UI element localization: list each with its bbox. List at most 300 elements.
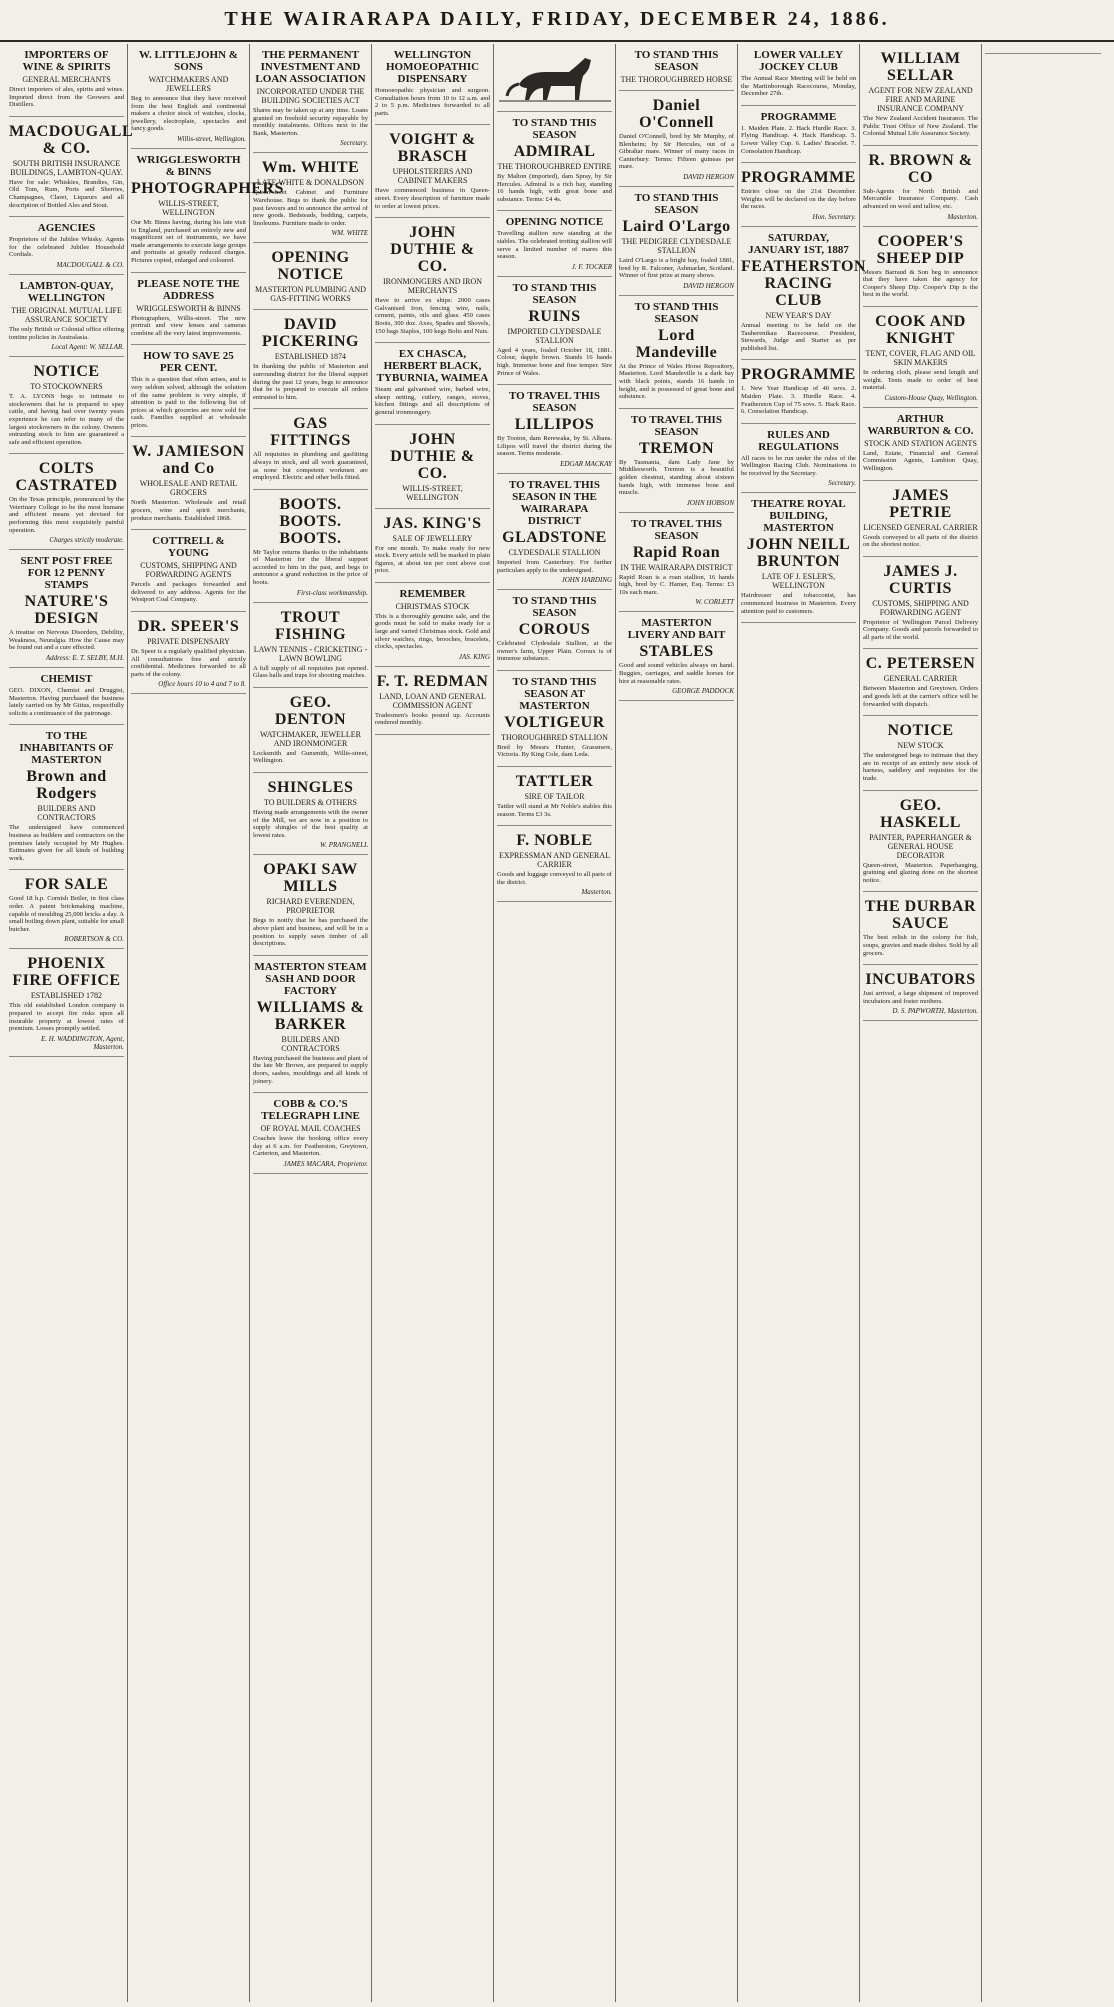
advertisement [253, 409, 368, 489]
ad-subtitle: LICENSED GENERAL CARRIER [863, 522, 978, 532]
ad-title: INCUBATORS [865, 971, 976, 989]
advertisement [863, 44, 978, 146]
advertisement [9, 117, 134, 217]
advertisement [863, 965, 978, 1021]
ad-subtitle: NEW STOCK [897, 741, 944, 751]
ad-body: A treatise on Nervous Disorders, Debility, Weakness, Neuralgia. How the Cause may be found out and a cure effected. [9, 629, 124, 652]
ad-title: COROUS [518, 621, 591, 639]
ad-subtitle: GENERAL CARRIER [883, 674, 958, 684]
ad-body: Have for sale: Whiskies, Brandies, Gin, Old Tom, Rum, Ports and Sherries, Champagnes, Claret, Liqueurs and all description of Bottled Ales and Stout. [9, 178, 124, 209]
advertisement [9, 217, 124, 275]
ad-title: GEO. HASKELL [880, 796, 961, 831]
advertisement [375, 218, 490, 343]
advertisement [253, 490, 368, 603]
ad-signature: JOHN HOBSON [686, 498, 734, 507]
ad-title: ADMIRAL [513, 143, 596, 160]
ad-subtitle: PRIVATE DISPENSARY [147, 637, 230, 647]
ad-subtitle: LATE OF J. ESLER'S, WELLINGTON [761, 572, 836, 591]
ad-signature: First-class workmanship. [296, 588, 368, 597]
advertisement [741, 424, 856, 494]
ad-body: Steam and galvanised wire, barbed wire, sheep netting, cutlery, ranges, stoves, kitchen fittings and all descriptions of general ironmongery. [375, 386, 490, 416]
ad-subtitle: CUSTOMS, SHIPPING AND FORWARDING AGENTS [140, 561, 237, 580]
ad-title: JOHN NEILL BRUNTON [746, 536, 851, 571]
ad-subtitle: LATE WHITE & DONALDSON [256, 178, 365, 188]
ad-body: Aged 4 years, foaled October 18, 1881. Colour, dapple brown. Stands 16 hands high. Immense bone and fine temper. Sire Prince of Wales. [497, 346, 612, 377]
ad-subtitle: ESTABLISHED 1782 [30, 991, 103, 1001]
ad-heading: SATURDAY, JANUARY 1ST, 1887 [748, 231, 849, 256]
advertisement [375, 343, 490, 424]
advertisement [497, 44, 612, 112]
advertisement [131, 149, 284, 273]
ad-subtitle: BUILDERS AND CONTRACTORS [37, 804, 96, 823]
ad-heading: TO STAND THIS SEASON AT MASTERTON [512, 675, 597, 712]
ad-body: This is a thoroughly genuine sale, and the goods must be sold to make ready for a large and varied Christmas stock. Gold and silver watches, rings, brooches, bracelets, clocks, spectacles. [375, 612, 490, 651]
ad-body: This is a question that often arises, and is very seldom solved, although the solution of the same problem is very simple, if attention is paid to the following list of prices at which groceries are now sold for cash. Families supplied at wholesale prices. [131, 376, 246, 429]
column-8 [860, 44, 982, 2002]
advertisement [619, 44, 734, 91]
advertisement [9, 44, 124, 117]
ad-title: GLADSTONE [502, 528, 607, 546]
ad-subtitle: THE PEDIGREE CLYDESDALE STALLION [621, 236, 732, 255]
ad-heading: TO STAND THIS SEASON [634, 49, 719, 73]
ad-subtitle: WRIGGLESWORTH & BINNS [136, 303, 241, 313]
advertisement [863, 557, 978, 650]
ad-subtitle: NEW YEAR'S DAY [765, 310, 832, 320]
ad-heading: WELLINGTON HOMOEOPATHIC DISPENSARY [385, 49, 480, 85]
ad-body: Shares may be taken up at any time. Loans granted on freehold security repayable by monthly instalments. Offices next to the Bank, Masterton. [253, 107, 368, 137]
ad-title: NOTICE [887, 722, 954, 740]
advertisement [253, 773, 368, 855]
ad-body: This old established London company is prepared to accept fire risks upon all insurable property at lowest rates of premium. Losses promptly settled. [9, 1002, 124, 1033]
ad-signature: Charges strictly moderate. [49, 536, 124, 545]
ad-signature: Masterton. [581, 888, 612, 897]
ad-body: Our Mr. Binns having, during his late visit to England, purchased an entirely new and magnificent set of instruments, we have made arrangements to execute large groups and portraits at greatly reduced charges. Pictures copied, enlarged and coloured. [131, 218, 246, 264]
advertisement [9, 357, 124, 454]
advertisement [375, 667, 490, 735]
ad-heading: TO TRAVEL THIS SEASON [631, 517, 722, 542]
ad-title: FOR SALE [24, 876, 109, 894]
ad-body: North Masterton. Wholesale and retail grocers, wine and spirit merchants, produce merchants. Established 1868. [131, 499, 246, 522]
advertisement [131, 345, 246, 437]
ad-body: A full supply of all requisites just opened. Glass balls and traps for shooting matches. [253, 664, 368, 680]
advertisement [497, 767, 612, 826]
ad-body: Tattler will stand at Mr Noble's stables this season. Terms £3 3s. [497, 803, 612, 818]
ad-body: Annual meeting to be held on the Tauherenikau Racecourse. President, Stewards, Judge and Starter as per published list. [741, 321, 856, 352]
ad-body: T. A. LYONS begs to intimate to stockowners that he is prepared to spay cattle, and having had over twenty years experience he can refer to many of the largest stockowners in the colony. Owners entrusting stock to him are guaranteed a safe and efficient operation. [9, 393, 124, 446]
ad-title: WILLIAMS & BARKER [256, 998, 365, 1033]
advertisement [131, 530, 246, 612]
ad-body: 1. New Year Handicap of 40 sovs. 2. Maiden Plate. 3. Hurdle Race. 4. Featherston Cup of 75 sovs. 5. Hack Race. 6. Consolation Handicap. [741, 385, 856, 416]
ad-body: Proprietors of the Jubilee Whisky. Agents for the celebrated Jubilee Household Cordials. [9, 236, 124, 259]
ad-heading: THEATRE ROYAL BUILDING, MASTERTON [751, 498, 846, 535]
ad-subtitle: ESTABLISHED 1874 [274, 352, 347, 362]
ad-title: NATURE'S DESIGN [24, 593, 109, 628]
advertisement [863, 716, 978, 790]
ad-subtitle: LAND, LOAN AND GENERAL COMMISSION AGENT [379, 691, 486, 710]
ad-title: JAS. KING'S [383, 514, 482, 532]
advertisement [619, 296, 734, 409]
ad-subtitle: THE THOROUGHBRED ENTIRE [497, 162, 612, 171]
ad-heading: HOW TO SAVE 25 PER CENT. [143, 350, 234, 375]
advertisement [741, 106, 856, 163]
ad-subtitle: MASTERTON PLUMBING AND GAS-FITTING WORKS [255, 285, 366, 304]
ad-signature: W. PRANGNELL [320, 841, 368, 850]
ad-subtitle: AGENT FOR NEW ZEALAND FIRE AND MARINE INSURANCE COMPANY [868, 86, 973, 113]
ad-heading: CHEMIST [40, 673, 93, 686]
ad-title: DAVID PICKERING [262, 316, 359, 351]
ad-body: Have commenced business in Queen-street. Every description of furniture made to order at lowest prices. [375, 187, 490, 210]
ad-title: OPENING NOTICE [271, 249, 350, 284]
ad-subtitle: PAINTER, PAPERHANGER & GENERAL HOUSE DECORATOR [869, 832, 972, 860]
advertisement [253, 310, 368, 409]
advertisement [131, 44, 246, 149]
ad-body: Celebrated Clydesdale Stallion, at the owner's farm, Upper Plain. Coroux is of immense substance. [497, 640, 612, 663]
ad-heading: W. LITTLEJOHN & SONS [139, 49, 238, 73]
ad-subtitle: IRONMONGERS AND IRON MERCHANTS [382, 277, 483, 296]
ad-heading: TO STAND THIS SEASON [634, 300, 719, 325]
ad-heading: SENT POST FREE FOR 12 PENNY STAMPS [20, 555, 113, 592]
advertisement [497, 385, 612, 474]
ad-body: Good and sound vehicles always on hand. Buggies, carriages, and saddle horses for hire at reasonable rates. [619, 662, 734, 685]
ad-body: Laird O'Largo is a bright bay, foaled 1881, bred by R. Falconer, Ashmarlan, Scotland. Winner of first prize at many shows. [619, 256, 734, 280]
advertisement [375, 44, 490, 125]
advertisement [619, 612, 734, 701]
ad-heading: OPENING NOTICE [505, 216, 604, 229]
ad-heading: MASTERTON STEAM SASH AND DOOR FACTORY [254, 960, 367, 997]
ad-signature: MACDOUGALL & CO. [56, 260, 124, 269]
ad-title: DR. SPEER'S [137, 618, 240, 636]
advertisement [9, 949, 124, 1056]
ad-body: Imported from Canterbury. For further particulars apply to the undersigned. [497, 558, 612, 574]
ad-body: By Tasmania, dam Lady Jane by Middlesworth. Tremon is a beautiful golden chestnut, standing about sixteen hands high, with immense bone and muscle. [619, 458, 734, 497]
ad-signature: Hon. Secretary. [812, 212, 856, 221]
column-1 [6, 44, 134, 2002]
ad-title: BOOTS. BOOTS. BOOTS. [279, 495, 342, 547]
advertisement [497, 590, 612, 671]
advertisement [9, 668, 124, 725]
ad-body: Between Masterton and Greytown. Orders and goods left at the carrier's office will be forwarded with dispatch. [863, 685, 978, 708]
ad-signature: WM. WHITE [331, 229, 368, 238]
ad-heading: RULES AND REGULATIONS [758, 428, 839, 453]
ad-signature: JAS. KING [458, 652, 490, 661]
ad-subtitle: WILLIS-STREET, WELLINGTON [158, 198, 219, 217]
ad-signature: D. S. PAPWORTH, Masterton. [892, 1007, 978, 1016]
ad-title: GEO. DENTON [274, 693, 347, 728]
ad-title: Lord Mandeville [635, 326, 718, 361]
ad-heading: TO THE INHABITANTS OF MASTERTON [19, 730, 114, 767]
ad-signature: EDGAR MACKAY [560, 459, 612, 468]
advertisement [863, 307, 978, 408]
advertisement [253, 153, 368, 243]
ad-title: VOLTIGEUR [504, 713, 605, 731]
ad-body: Land, Estate, Financial and General Commission Agents, Lambton Quay, Wellington. [863, 449, 978, 472]
ad-body: Coaches leave the booking office every day at 6 a.m. for Featherston, Greytown, Carterton, and Masterton. [253, 1135, 368, 1158]
ad-heading: AGENCIES [37, 222, 96, 235]
ad-subtitle: BUILDERS AND CONTRACTORS [281, 1034, 340, 1053]
ad-body: 1. Maiden Plate. 2. Hack Hurdle Race. 3. Flying Handicap. 4. Hack Handicap. 5. Lower Valley Cup. 6. Ladies' Bracelet. 7. Consolation Handicap. [741, 124, 856, 155]
ad-subtitle: THOROUGHBRED STALLION [501, 732, 608, 742]
ad-signature: GEORGE PADDOCK [672, 687, 734, 696]
ad-heading: WRIGGLESWORTH & BINNS [136, 153, 241, 178]
ad-body: On the Texas principle, pronounced by the Veterinary College to be the most humane and efficient means yet devised for performing this most exquisitely painful operation. [9, 496, 124, 534]
ad-body: Have to arrive ex ships: 2000 cases Galvanised Iron, fencing wire, nails, cement, paints, oils and glass. 450 cases Boots, 300 doz. Axes, Spades and Shovels, 150 bags Staples, 100 kegs Bolts and Nuts. [375, 297, 490, 335]
ad-title: PROGRAMME [741, 366, 856, 384]
advertisement [9, 275, 124, 357]
ad-body: The undersigned begs to intimate that they are in receipt of an entirely new stock of harness, saddlery and requisites for the trade. [863, 752, 978, 783]
ad-heading: COTTRELL & YOUNG [152, 535, 225, 560]
ad-subtitle: WATCHMAKER, JEWELLER AND IRONMONGER [260, 729, 361, 748]
ad-subtitle: WATCHMAKERS AND JEWELLERS [148, 75, 229, 93]
ad-title: WILLIAM SELLAR [880, 50, 961, 84]
ad-heading: TO STAND THIS SEASON [512, 281, 597, 306]
ad-subtitle: IN THE WAIRARAPA DISTRICT [620, 562, 733, 572]
ad-body: Bred by Messrs Hunter, Grassmere, Victoria. By King Cole, dam Leda. [497, 743, 612, 759]
column-9 [982, 44, 1104, 2002]
advertisement [131, 437, 246, 530]
advertisement [863, 227, 978, 307]
ad-title: FEATHERSTON RACING CLUB [741, 257, 866, 309]
ad-subtitle: RICHARD EVERENDEN, PROPRIETOR [266, 897, 355, 916]
horse-illustration [499, 50, 611, 104]
advertisement [375, 509, 490, 583]
advertisement [619, 91, 734, 187]
ad-title: STABLES [639, 643, 714, 661]
ad-heading: EX CHASCA, HERBERT BLACK, TYBURNIA, WAIMEA [376, 348, 489, 385]
advertisement [863, 481, 978, 557]
advertisement [863, 146, 978, 227]
ad-title: RUINS [528, 307, 581, 325]
ad-body: Proprietor of Wellington Parcel Delivery Company. Goods and parcels forwarded to all parts of the world. [863, 618, 978, 641]
advertisement [253, 855, 368, 955]
ad-subtitle: CHRISTMAS STOCK [395, 601, 470, 611]
advertisement [619, 187, 734, 296]
ad-heading: LAMBTON-QUAY, WELLINGTON [19, 279, 114, 304]
ad-subtitle: THE ORIGINAL MUTUAL LIFE ASSURANCE SOCIETY [11, 305, 122, 324]
ad-body: Rapid Roan is a roan stallion, 16 hands high, bred by C. Hamer, Esq. Terms: £3 10s each mare. [619, 573, 734, 596]
advertisement [741, 163, 856, 227]
advertisement [9, 725, 124, 870]
ad-signature: Masterton. [947, 212, 978, 221]
ad-title: JOHN DUTHIE & CO. [390, 224, 475, 276]
ad-subtitle: STOCK AND STATION AGENTS [864, 438, 977, 448]
ad-title: MACDOUGALL & CO. [9, 122, 134, 157]
ad-body: Dr. Speer is a regularly qualified physician. All consultations free and strictly confidential. Medicines forwarded to all parts of the colony. [131, 648, 246, 678]
ad-title: VOIGHT & BRASCH [389, 131, 476, 166]
ad-title: GAS FITTINGS [270, 415, 351, 450]
ad-subtitle: SIRE OF TAILOR [524, 792, 585, 802]
ad-title: W. JAMIESON and Co [132, 443, 245, 478]
advertisement [131, 612, 246, 694]
advertisement [497, 211, 612, 276]
ad-body: Entries close on the 21st December. Weights will be declared on the day before the races. [741, 188, 856, 211]
advertisement [375, 583, 490, 667]
ad-signature: Secretary. [828, 479, 856, 488]
ad-subtitle: OF ROYAL MAIL COACHES [260, 1124, 361, 1134]
ad-title: F. NOBLE [516, 832, 593, 850]
ad-title: PROGRAMME [741, 169, 856, 187]
ad-subtitle: LAWN TENNIS - CRICKETING - LAWN BOWLING [253, 644, 368, 663]
advertisement [497, 277, 612, 385]
ad-signature: Custom-House Quay, Wellington. [884, 393, 978, 402]
ad-subtitle: GENERAL MERCHANTS [22, 75, 111, 84]
ad-subtitle: UPHOLSTERERS AND CABINET MAKERS [392, 167, 473, 186]
ad-body: In thanking the public of Masterton and surrounding district for the liberal support during the past 12 years, begs to announce that he is prepared to execute all orders entrusted to him. [253, 363, 368, 401]
advertisement [131, 273, 246, 346]
advertisement [375, 125, 490, 218]
ad-heading: IMPORTERS OF WINE & SPIRITS [22, 49, 111, 73]
ad-heading: REMEMBER [399, 587, 466, 600]
ad-body: Beg to announce that they have received from the best English and continental makers a choice stock of watches, clocks, jewellery, electroplate, spectacles and fancy goods. [131, 95, 246, 133]
ad-body: Begs to notify that he has purchased the above plant and business, and will be in a position to supply sawn timber of all descriptions. [253, 917, 368, 948]
ad-body: The best relish in the colony for fish, soups, gravies and made dishes. Sold by all grocers. [863, 934, 978, 957]
ad-heading: TO STAND THIS SEASON [512, 595, 597, 620]
ad-signature: DAVID HERGON [683, 172, 734, 181]
advertisement [497, 826, 612, 902]
column-7 [738, 44, 866, 2002]
advertisement [497, 671, 612, 767]
ad-body: Having made arrangements with the owner of the Mill, we are now in a position to supply shingles of the best quality at lowest rates. [253, 809, 368, 839]
ad-title: OPAKI SAW MILLS [263, 861, 358, 896]
ad-subtitle: TO STOCKOWNERS [30, 382, 103, 392]
ad-title: THE DURBAR SAUCE [864, 898, 977, 933]
advertisement [497, 474, 612, 590]
ad-subtitle: TO BUILDERS & OTHERS [264, 798, 357, 808]
advertisement [741, 493, 856, 623]
ad-subtitle: TENT, COVER, FLAG AND OIL SKIN MAKERS [865, 348, 976, 367]
ad-title: JAMES PETRIE [889, 486, 952, 521]
ad-title: TROUT FISHING [274, 608, 347, 643]
ad-signature: W. CORLETT [695, 598, 734, 607]
column-6 [616, 44, 738, 2002]
ad-body: Travelling stallion now standing at the stables. The celebrated trotting stallion will serve a limited number of mares this season. [497, 230, 612, 261]
ad-body: Photographers, Willis-street. The new portrait and view lenses and cameras combine all the very latest improvements. [131, 314, 246, 337]
ad-body: Goods conveyed to all parts of the district on the shortest notice. [863, 533, 978, 549]
ad-title: Rapid Roan [632, 543, 721, 561]
advertisement [9, 454, 124, 550]
ad-signature: Secretary. [340, 139, 368, 148]
ad-signature: Willis-street, Wellington. [177, 134, 246, 143]
ad-title: F. T. REDMAN [376, 672, 489, 690]
ad-body: Messrs Barraud & Son beg to announce that they have taken the agency for Cooper's Sheep Dip. Cooper's Dip is the best in the world. [863, 268, 978, 299]
ad-title: LILLIPOS [514, 416, 595, 434]
ad-body: Homoeopathic physician and surgeon. Consultation hours from 10 to 12 a.m. and 2 to 5 p.m. Medicines forwarded to all parts. [375, 87, 490, 117]
ad-title: R. BROWN & CO [868, 151, 973, 186]
ad-signature: Local Agent: W. SELLAR. [51, 343, 124, 352]
ad-title: PHOTOGRAPHERS [131, 179, 284, 197]
ad-body: Direct importers of ales, spirits and wines. Imported direct from the Growers and Distillers. [9, 86, 124, 109]
ad-signature: ROBERTSON & CO. [64, 935, 124, 944]
ad-heading: LOWER VALLEY JOCKEY CLUB [753, 49, 844, 73]
ad-body: For one month. To make ready for new stock. Every article will be marked in plain figures, at about ten per cent above cost price. [375, 544, 490, 575]
advertisement [619, 513, 734, 613]
ad-heading: TO STAND THIS SEASON [634, 191, 719, 216]
ad-body: Mr Taylor returns thanks to the inhabitants of Masterton for the liberal support accorded to him in the past, and begs to announce a grand reduction in the price of boots. [253, 548, 368, 587]
ad-signature: E. H. WADDINGTON, Agent, Masterton. [40, 1034, 124, 1051]
ad-heading: PROGRAMME [760, 110, 837, 123]
columns-container [6, 44, 1108, 2002]
advertisement [375, 425, 490, 509]
column-3 [250, 44, 372, 2002]
ad-subtitle: CLYDESDALE STALLION [508, 547, 601, 557]
ad-body: In ordering cloth, please send length and weight. Tents made to order of best material. [863, 368, 978, 392]
ad-heading: MASTERTON LIVERY AND BAIT [627, 617, 726, 642]
ad-body: Hairdresser and tobacconist, has commenced business in Masterton. Every attention paid to customers. [741, 592, 856, 615]
advertisement [863, 791, 978, 893]
ad-body: All requisites in plumbing and gasfitting always in stock, and all work guaranteed, as none but competent workmen are employed. Electric and other bells fitted. [253, 451, 368, 482]
advertisement [619, 409, 734, 513]
ad-title: COOK AND KNIGHT [875, 312, 966, 347]
ad-body: Queen-street, Masterton. Paperhanging, graining and glazing done on the shortest notice. [863, 861, 978, 884]
ad-subtitle: CUSTOMS, SHIPPING AND FORWARDING AGENT [872, 598, 969, 617]
ad-subtitle: INCORPORATED UNDER THE BUILDING SOCIETIES ACT [256, 87, 365, 105]
ad-subtitle: WILLIS-STREET, WELLINGTON [402, 483, 463, 502]
ad-title: JAMES J. CURTIS [883, 562, 958, 597]
advertisement [497, 112, 612, 211]
column-5 [494, 44, 616, 2002]
ad-title: TATTLER [515, 773, 594, 791]
ad-subtitle: EXPRESSMAN AND GENERAL CARRIER [498, 851, 611, 870]
ad-subtitle: SOUTH BRITISH INSURANCE BUILDINGS, LAMBTON-QUAY. [10, 158, 123, 177]
advertisement [741, 227, 866, 360]
ad-subtitle: THE THOROUGHBRED HORSE [620, 75, 733, 84]
ad-title: SHINGLES [267, 779, 354, 797]
ad-body: By Tooton, dam Rerewaka, by St. Albans. Lilipos will travel the district during the season. Terms moderate. [497, 435, 612, 458]
advertisement [253, 44, 368, 153]
ad-body: Daniel O'Connell, bred by Mr Murphy, of Blenheim; by Sir Hercules, out of a Gibraltar mare. Winner of many races in Canterbury. Terms: Fifteen guineas per mare. [619, 133, 734, 171]
ad-body: Tradesmen's books posted up. Accounts rendered monthly. [375, 711, 490, 727]
advertisement [253, 956, 368, 1093]
ad-heading: TO STAND THIS SEASON [512, 117, 597, 141]
ad-title: JOHN DUTHIE & CO. [390, 430, 475, 482]
ad-signature: DAVID HERGON [683, 281, 734, 290]
ad-title: Brown and Rodgers [26, 768, 107, 803]
ad-signature: Address: E. T. SELBY, M.H. [45, 654, 124, 663]
ad-signature: J. F. TOCKER [571, 262, 612, 271]
ad-heading: ARTHUR WARBURTON & CO. [867, 412, 974, 437]
ad-heading: PLEASE NOTE THE ADDRESS [137, 277, 240, 302]
advertisement [741, 44, 856, 106]
advertisement [253, 603, 368, 688]
ad-body: Just arrived, a large shipment of improved incubators and foster mothers. [863, 990, 978, 1005]
ad-body: The Annual Race Meeting will be held on the Martinborough Racecourse, Monday, December 27th. [741, 75, 856, 98]
masthead [0, 0, 1114, 42]
ad-body: Locksmith and Gunsmith, Willis-street, Wellington. [253, 749, 368, 765]
ad-body: Parcels and packages forwarded and delivered to any address. Agents for the Westport Coal Company. [131, 581, 246, 604]
ad-heading: TO TRAVEL THIS SEASON IN THE WAIRARAPA DISTRICT [509, 478, 600, 527]
ad-signature: Office hours 10 to 4 and 7 to 8. [158, 680, 246, 689]
ad-title: NOTICE [33, 363, 100, 381]
ad-heading: THE PERMANENT INVESTMENT AND LOAN ASSOCIATION [255, 49, 366, 85]
ad-body: All races to be run under the rules of the Wellington Racing Club. Nominations to be received by the Secretary. [741, 454, 856, 477]
ad-body: By Malton (imported), dam Spray, by Sir Hercules. Admiral is a rich bay, standing 16 hands high, with great bone and substance. Terms: £4 4s. [497, 173, 612, 203]
advertisement [985, 44, 1101, 54]
ad-title: PHOENIX FIRE OFFICE [12, 955, 121, 990]
ad-body: At the Prince of Wales Horse Repository, Masterton. Lord Mandeville is a dark bay with black points, stands 16 hands in height, and is possessed of great bone and substance. [619, 362, 734, 401]
ad-subtitle: WHOLESALE AND RETAIL GROCERS [139, 479, 238, 498]
advertisement [253, 243, 368, 310]
advertisement [863, 408, 978, 481]
ad-title: TREMON [639, 439, 714, 457]
ad-body: Sub-Agents for North British and Mercantile Insurance Company. Cash advanced on wool and tallow, etc. [863, 187, 978, 210]
advertisement [9, 550, 124, 668]
ad-title: Daniel O'Connell [639, 97, 714, 131]
ad-body: The undersigned have commenced business as builders and contractors on the premises lately occupied by Mr Hughes. Estimates given for all kinds of building work. [9, 824, 124, 862]
ad-signature: JAMES MACARA, Proprietor. [283, 1159, 368, 1168]
ad-body: Good 18 h.p. Cornish Boiler, in first class order. A patent brickmaking machine, capable of moulding 25,000 bricks a day. A small boiling down plant, suitable for small butcher. [9, 895, 124, 933]
ad-subtitle: IMPORTED CLYDESDALE STALLION [507, 326, 602, 345]
advertisement [253, 1093, 368, 1174]
advertisement [863, 649, 978, 716]
